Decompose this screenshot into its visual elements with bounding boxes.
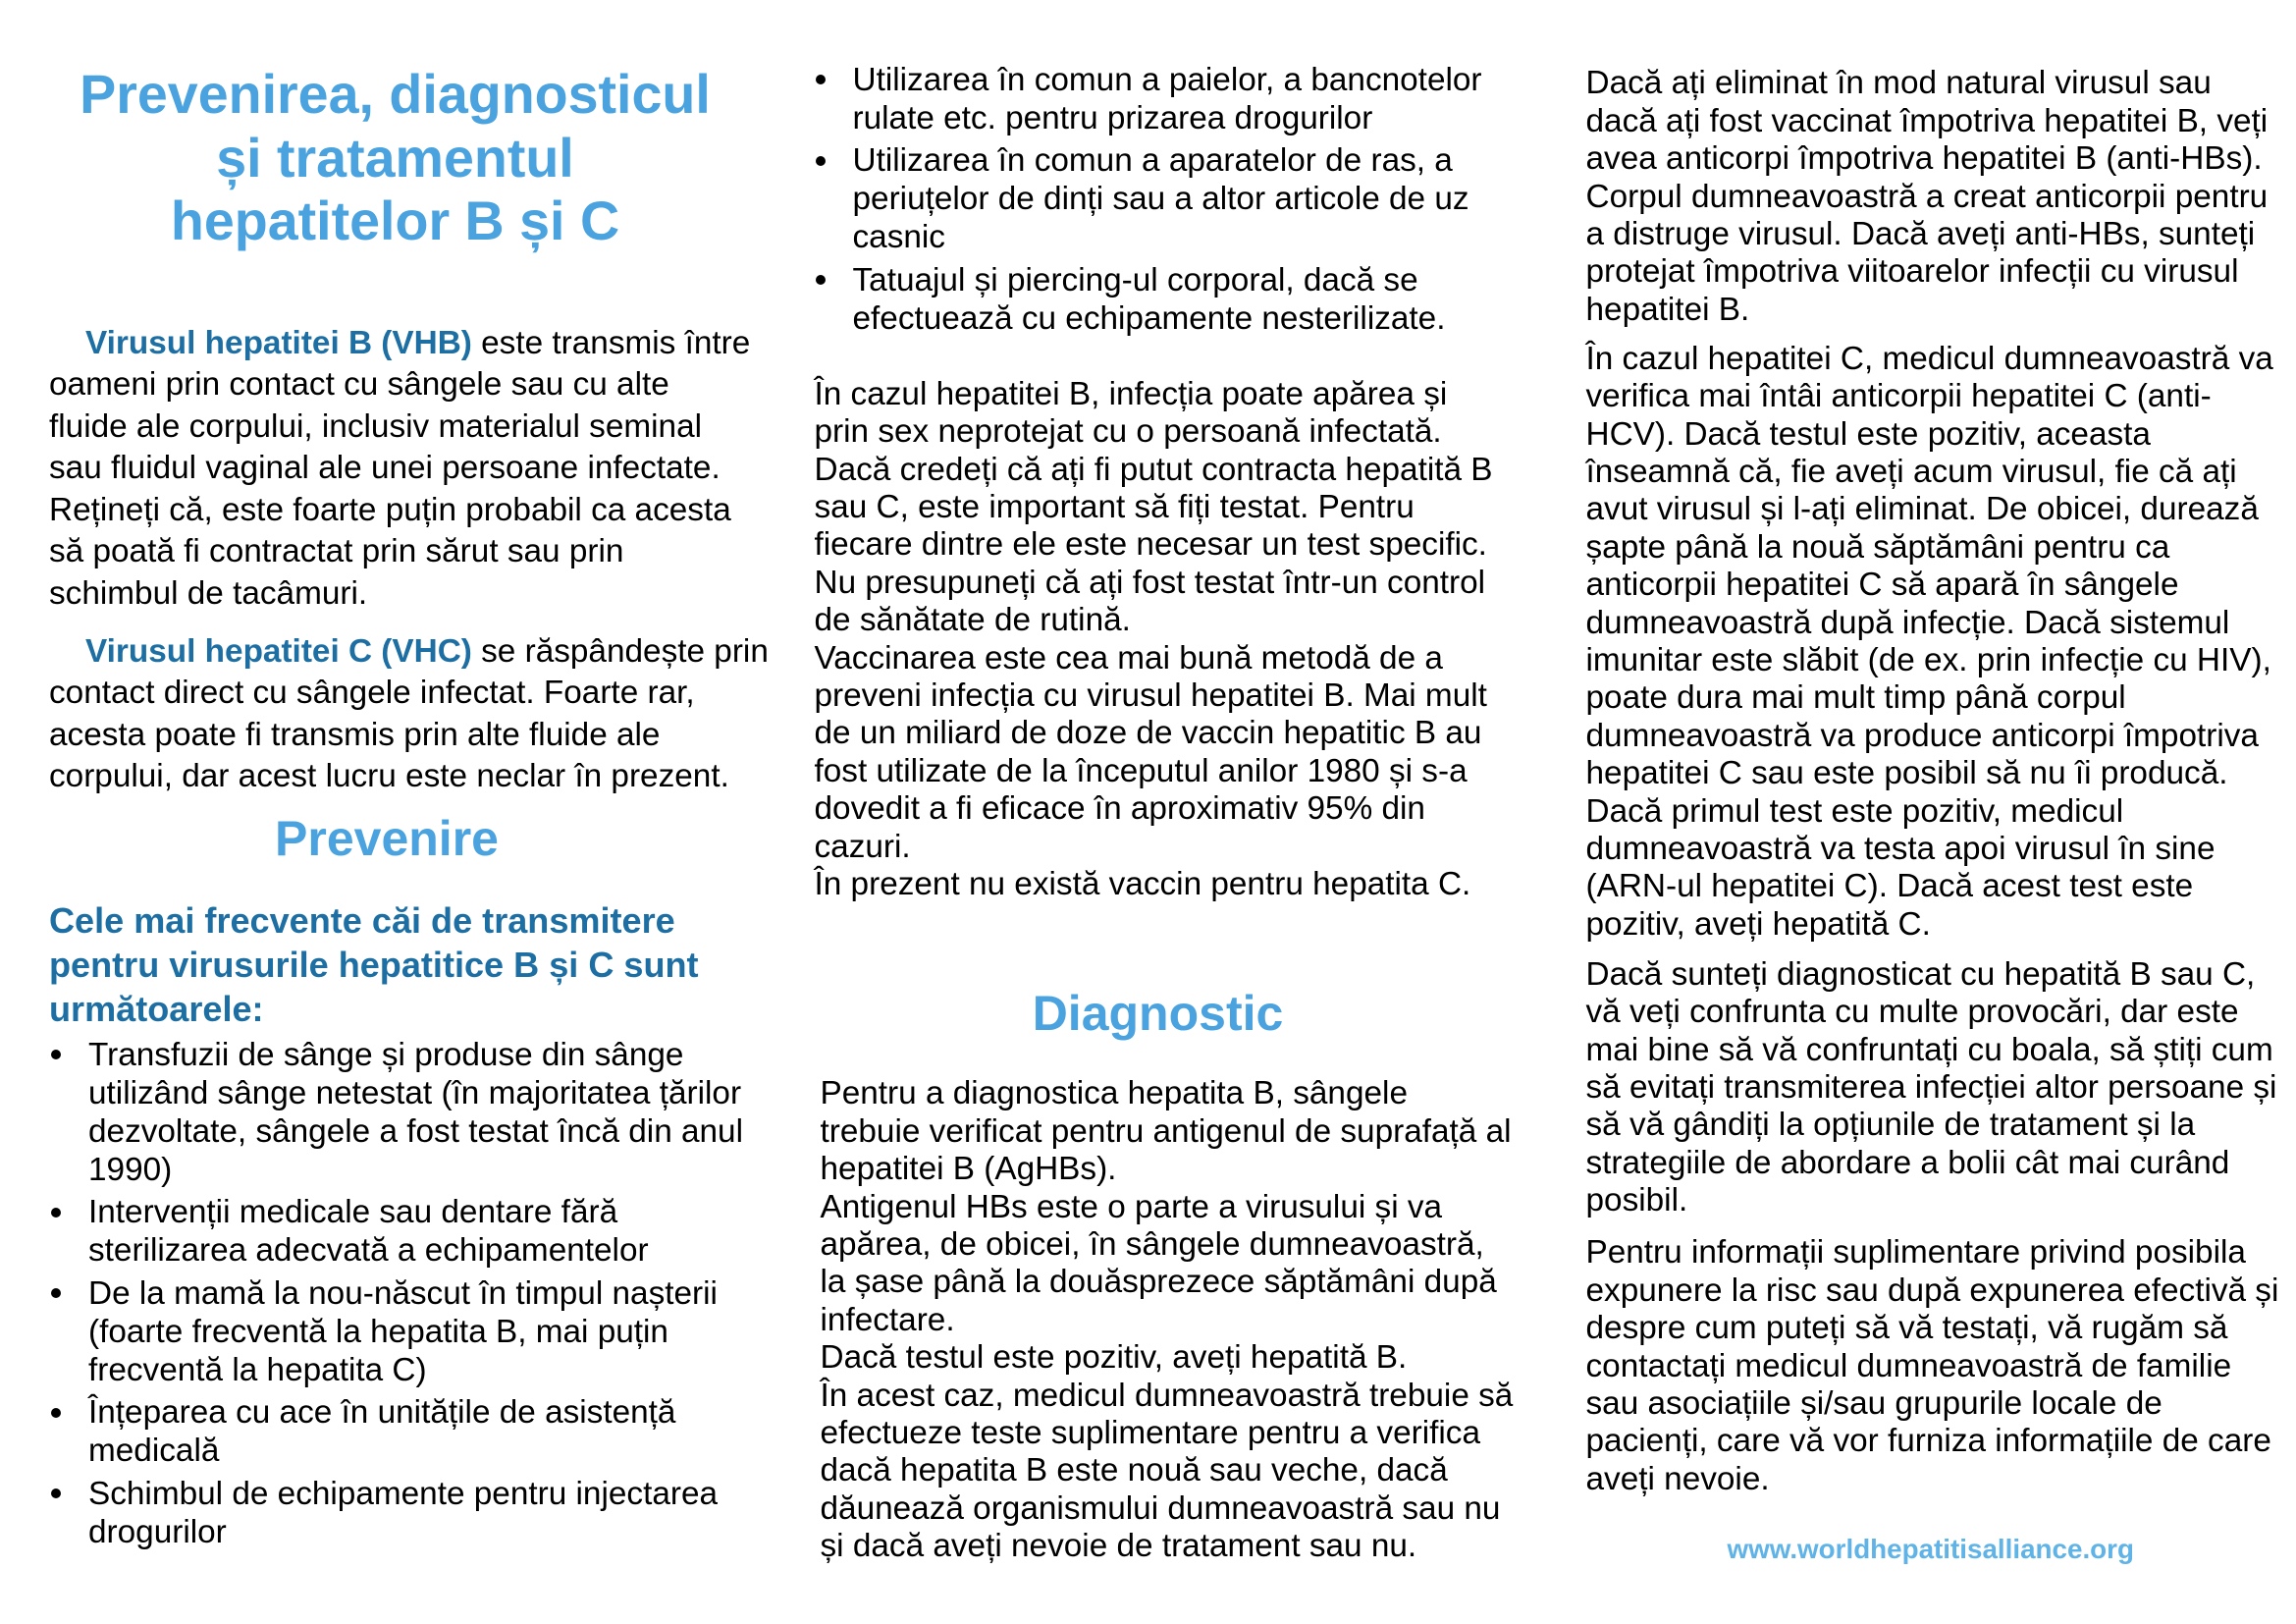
bullet-icon (816, 275, 826, 285)
list-item-text: Schimbul de echipamente pentru injectarea drogurilor (88, 1475, 719, 1550)
list-item-text: Tatuajul și piercing-ul corporal, dacă se efectuează cu echipamente nesterilizate. (852, 261, 1446, 337)
transmission-heading: Cele mai frecvente căi de transmitere pentru virusurile hepatitice B și C sunt următoarele: (49, 900, 699, 1029)
list-item-text: Utilizarea în comun a aparatelor de ras, a periuțelor de dinți sau a altor articole de uz casnic (852, 142, 1469, 255)
list-item-text: De la mamă la nou-născut în timpul nașterii (foarte frecventă la hepatita B, mai puțin frecventă la hepatita C) (88, 1274, 718, 1388)
hcv-text: se răspândește prin contact direct cu sângele infectat. Foarte rar, acesta poate fi transmis prin alte fluide ale corpului, dar acest lucru este neclar în prezent. (49, 632, 769, 794)
hcv-testing-paragraph: În cazul hepatitei C, medicul dumneavoastră va verifica mai întâi anticorpii hepatitei C (anti- HCV). Dacă testul este pozitiv, aceasta înseamnă că, fie aveți acum virusul, fie că ați avut virusul și l-ați eliminat. De obicei, durează șapte până la nouă săptămâni pentru ca anticorpii hepatitei C să apară în sângele dumneavoastră după infecție. Dacă sistemul imunitar este slăbit (de ex. prin infecție cu HIV), poate dura mai mult timp până corpul dumneavoastră va produce anticorpi împotriva hepatitei C sau este posibil să nu îi producă. Dacă primul test este pozitiv, medicul dumneavoastră va testa apoi virusul în sine (ARN-ul hepatitei C). Dacă acest test este pozitiv, aveți hepatită C. (1585, 340, 2273, 943)
more-information-paragraph: Pentru informații suplimentare privind posibila expunere la risc sau după expunerea efectivă și despre cum puteți să vă testați, vă rugăm să contactați medicul dumneavoastră de familie sau asociațiile și/sau grupurile locale de pacienți, care vă vor furniza informațiile de care aveți nevoie. (1585, 1234, 2279, 1497)
transmission-list (88, 1036, 743, 1556)
transmission-list-continued (853, 61, 1482, 343)
bullet-icon (816, 75, 826, 84)
diagnostic-paragraph: Pentru a diagnostica hepatita B, sângele trebuie verificat pentru antigenul de suprafață al hepatitei B (AgHBs). Antigenul HBs este o parte a virusului și va apărea, de obicei, în sângele dumneavoastră, la șase până la douăsprezece săptămâni după infectare. Dacă testul este pozitiv, aveți hepatită B. În acest caz, medicul dumneavoastră trebuie să efectueze teste suplimentare pentru a verifica dacă hepatita B este nouă sau veche, dacă dăunează organismului dumneavoastră sau nu și dacă aveți nevoie de tratament sau nu. (820, 1075, 1514, 1565)
prevention-paragraph: În cazul hepatitei B, infecția poate apărea și prin sex neprotejat cu o persoană infectată. Dacă credeți că ați fi putut contracta hepatită B sau C, este important să fiți testat. Pentru fiecare dintre ele este necesar un test specific. Nu presupuneți că ați fost testat într-un control de sănătate de rutină. Vaccinarea este cea mai bună metodă de a preveni infecția cu virusul hepatitei B. Mai mult de un miliard de doze de vaccin hepatitic B au fost utilizate de la începutul anilor 1980 și s-a dovedit a fi eficace în aproximativ 95% din cazuri. În prezent nu există vaccin pentru hepatita C. (814, 375, 1493, 903)
list-item (853, 141, 1482, 256)
list-item-text: Utilizarea în comun a paielor, a bancnotelor rulate etc. pentru prizarea drogurilor (852, 61, 1482, 136)
hbv-text: este transmis între oameni prin contact cu sângele sau cu alte fluide ale corpului, inclusiv materialul seminal sau fluidul vaginal ale unei persoane infectate. Rețineți că, este foarte puțin probabil ca acesta să poată fi contractat prin sărut sau prin schimbul de tacâmuri. (49, 324, 751, 612)
bullet-icon (816, 156, 826, 166)
hcv-lead: Virusul hepatitei C (VHC) (85, 632, 472, 670)
website-url: www.worldhepatitisalliance.org (1727, 1534, 2134, 1564)
list-item-text: Transfuzii de sânge și produse din sânge utilizând sânge netestat (în majoritatea țărilor dezvoltate, sângele a fost testat încă din anul 1990) (88, 1036, 744, 1188)
antibodies-paragraph: Dacă ați eliminat în mod natural virusul sau dacă ați fost vaccinat împotriva hepatitei B, veți avea anticorpi împotriva hepatitei B (anti-HBs). Corpul dumneavoastră a creat anticorpii pentru a distruge virusul. Dacă aveți anti-HBs, sunteți protejat împotriva viitoarelor infecții cu virusul hepatitei B. (1585, 65, 2269, 328)
document-title: Prevenirea, diagnosticul și tratamentul hepatitelor B și C (80, 64, 711, 251)
bullet-icon (51, 1050, 61, 1059)
hbv-lead: Virusul hepatitei B (VHB) (85, 324, 472, 361)
list-item-text: Intervenții medicale sau dentare fără sterilizarea adecvată a echipamentelor (88, 1194, 649, 1269)
diagnostic-heading: Diagnostic (1032, 986, 1284, 1041)
bullet-icon (51, 1208, 61, 1218)
bullet-icon (51, 1288, 61, 1298)
list-item-text: Înțeparea cu ace în unitățile de asistență medicală (88, 1394, 676, 1469)
list-item (853, 61, 1482, 137)
prevention-heading: Prevenire (275, 810, 499, 866)
list-item (88, 1274, 743, 1389)
living-with-hepatitis-paragraph: Dacă sunteți diagnosticat cu hepatită B sau C, vă veți confrunta cu multe provocări, dar este mai bine să vă confruntați cu boala, să știți cum să evitați transmiterea infecției altor persoane și să vă gândiți la opțiunile de tratament și la strategiile de abordare a bolii cât mai curând posibil. (1585, 955, 2277, 1219)
list-item (88, 1193, 743, 1270)
list-item (88, 1475, 743, 1551)
hcv-paragraph (49, 589, 769, 839)
list-item (88, 1036, 743, 1189)
bullet-icon (51, 1489, 61, 1498)
list-item (88, 1393, 743, 1470)
list-item (853, 261, 1482, 338)
bullet-icon (51, 1408, 61, 1418)
